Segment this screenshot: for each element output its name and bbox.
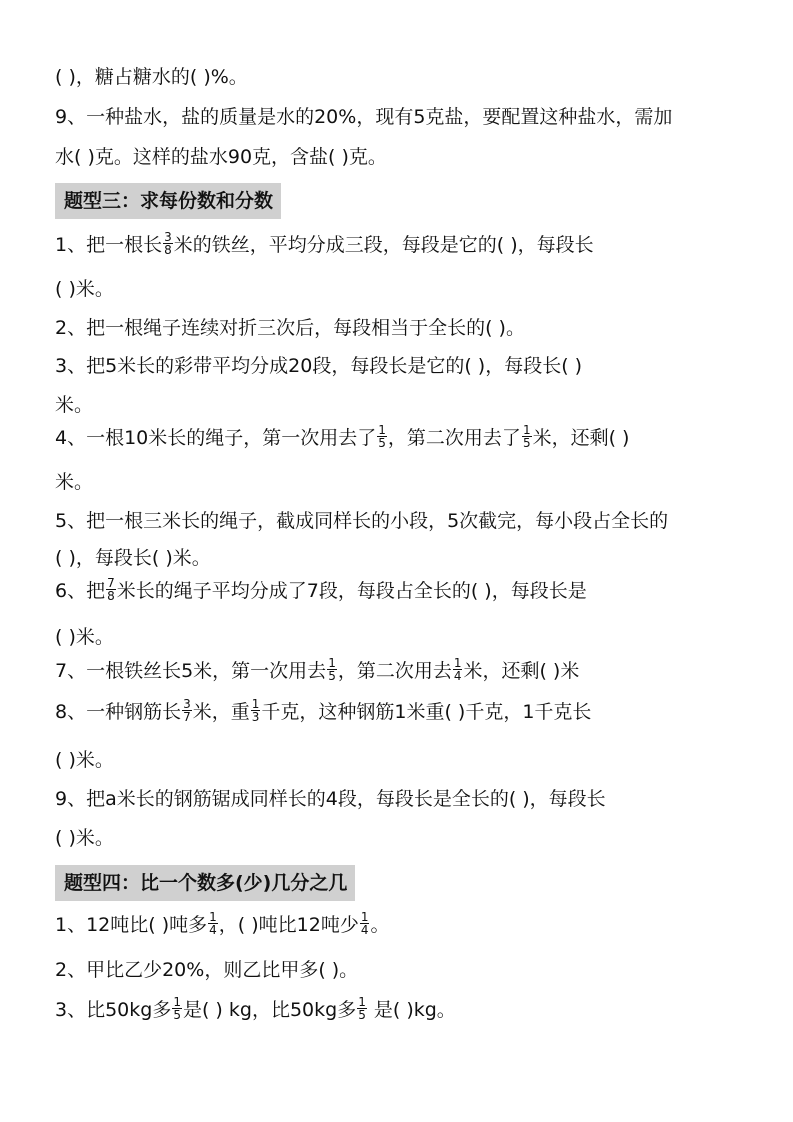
s3-q3-line1: 3、把5米长的彩带平均分成20段，每段长是它的( )，每段长( ) — [55, 355, 583, 377]
numerator: 3 — [183, 697, 191, 711]
text: ，( )吨比12吨少 — [218, 914, 359, 936]
numerator: 1 — [358, 995, 366, 1009]
s3-q9-line1: 9、把a米长的钢筋锯成同样长的4段，每段长是全长的( )，每段长 — [55, 788, 606, 810]
denominator: 4 — [360, 923, 369, 937]
s3-q2: 2、把一根绳子连续对折三次后，每段相当于全长的( )。 — [55, 317, 525, 339]
text: 7、一根铁丝长5米，第一次用去 — [55, 660, 327, 682]
denominator: 5 — [358, 1008, 366, 1022]
s4-q1 — [55, 912, 389, 938]
text: 。 — [370, 914, 390, 936]
fraction — [182, 698, 192, 723]
text: 8、一种钢筋长 — [55, 701, 182, 723]
fraction — [522, 424, 532, 449]
numerator: 1 — [173, 995, 181, 1009]
fraction — [360, 911, 370, 936]
section-title-type4: 题型四：比一个数多(少)几分之几 — [55, 865, 355, 901]
q9-saltwater-line2: 水( )克。这样的盐水90克，含盐( )克。 — [55, 146, 387, 168]
denominator: 8 — [164, 243, 172, 257]
fraction — [327, 657, 337, 682]
denominator: 4 — [453, 669, 462, 683]
numerator: 1 — [251, 697, 260, 711]
numerator: 1 — [328, 656, 336, 670]
denominator: 5 — [378, 436, 386, 450]
denominator: 3 — [251, 710, 260, 724]
fraction — [251, 698, 261, 723]
sugar-water-answer-line: ( )，糖占糖水的( )%。 — [55, 66, 248, 88]
text: 3、比50kg多 — [55, 999, 172, 1021]
numerator: 1 — [522, 423, 531, 437]
denominator: 4 — [209, 923, 217, 937]
text: 米的铁丝，平均分成三段，每段是它的( )，每段长 — [173, 234, 594, 256]
fraction — [172, 996, 182, 1021]
numerator: 1 — [360, 910, 369, 924]
numerator: 7 — [107, 576, 115, 590]
text: 是( )kg。 — [367, 999, 456, 1021]
s3-q1-line1 — [55, 232, 594, 258]
s3-q6-line2: ( )米。 — [55, 626, 114, 648]
s3-q5-line2: ( )，每段长( )米。 — [55, 547, 211, 569]
denominator: 7 — [183, 710, 191, 724]
s3-q7 — [55, 658, 579, 684]
text: 米，重 — [192, 701, 250, 723]
text: 4、一根10米长的绳子，第一次用去了 — [55, 427, 377, 449]
s3-q1-line2: ( )米。 — [55, 278, 114, 300]
text: 米，还剩( ) — [532, 427, 630, 449]
denominator: 5 — [522, 436, 531, 450]
denominator: 8 — [107, 589, 115, 603]
text: 1、把一根长 — [55, 234, 163, 256]
s3-q4-line1 — [55, 425, 629, 451]
s3-q3-line2: 米。 — [55, 394, 94, 416]
fraction — [106, 577, 116, 602]
text: 1、12吨比( )吨多 — [55, 914, 208, 936]
text: 千克，这种钢筋1米重( )千克，1千克长 — [261, 701, 592, 723]
numerator: 3 — [164, 230, 172, 244]
s3-q9-line2: ( )米。 — [55, 827, 114, 849]
denominator: 5 — [173, 1008, 181, 1022]
text: 米长的绳子平均分成了7段，每段占全长的( )，每段长是 — [116, 580, 587, 602]
numerator: 1 — [209, 910, 217, 924]
text: ，第二次用去了 — [387, 427, 521, 449]
fraction — [377, 424, 387, 449]
text: 是( ) kg，比50kg多 — [182, 999, 357, 1021]
q9-saltwater-line1: 9、一种盐水，盐的质量是水的20%，现有5克盐，要配置这种盐水，需加 — [55, 106, 673, 128]
s3-q8-line2: ( )米。 — [55, 749, 114, 771]
fraction — [453, 657, 463, 682]
s3-q5-line1: 5、把一根三米长的绳子，截成同样长的小段，5次截完，每小段占全长的 — [55, 510, 669, 532]
denominator: 5 — [328, 669, 336, 683]
s3-q8-line1 — [55, 699, 591, 725]
section-title-type3: 题型三：求每份数和分数 — [55, 183, 281, 219]
fraction — [357, 996, 367, 1021]
text: ，第二次用去 — [337, 660, 452, 682]
s4-q2: 2、甲比乙少20%，则乙比甲多( )。 — [55, 959, 359, 981]
text: 米，还剩( )米 — [463, 660, 580, 682]
s3-q6-line1 — [55, 578, 587, 604]
numerator: 1 — [453, 656, 462, 670]
fraction — [163, 231, 173, 256]
fraction — [208, 911, 218, 936]
s3-q4-line2: 米。 — [55, 471, 94, 493]
numerator: 1 — [378, 423, 386, 437]
text: 6、把 — [55, 580, 106, 602]
s4-q3 — [55, 997, 456, 1023]
